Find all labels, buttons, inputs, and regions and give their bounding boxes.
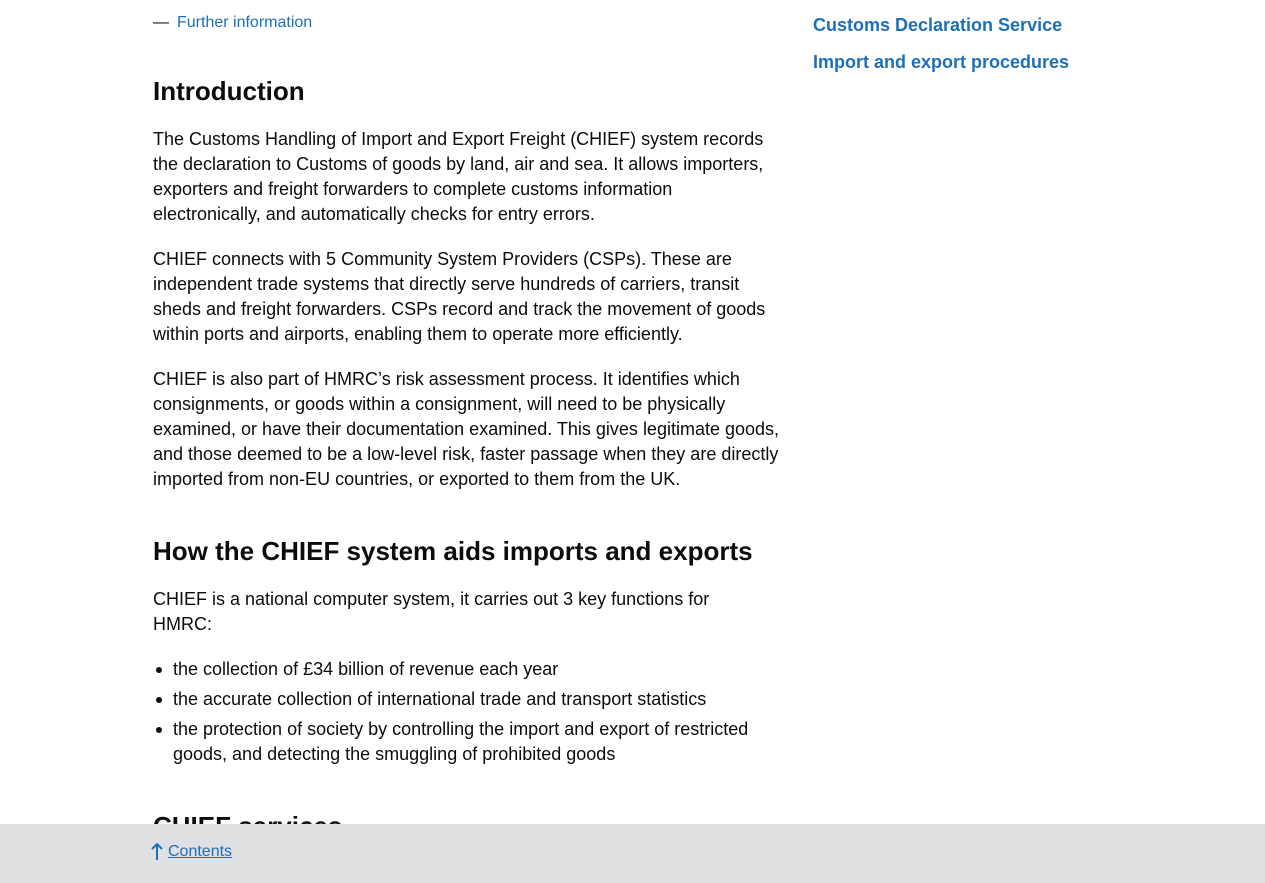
- list-item: the protection of society by controlling the import and export of restricted goods, and detecting the smuggling of prohibited goods: [153, 717, 783, 767]
- heading-introduction: Introduction: [153, 76, 305, 106]
- list-item: the collection of £34 billion of revenue each year: [153, 657, 783, 682]
- contents-label: Contents: [168, 843, 233, 860]
- intro-paragraph-2: CHIEF connects with 5 Community System Providers (CSPs). These are independent trade systems that directly serve hundreds of carriers, transit sheds and freight forwarders. CSPs record and track the movement of goods within ports and airports, enabling them to operate more efficiently.: [153, 249, 766, 344]
- heading-how-chief-aids: How the CHIEF system aids imports and exports: [153, 536, 753, 566]
- sidebar-link-import-export-procedures[interactable]: Import and export procedures: [813, 52, 1070, 72]
- functions-list: [153, 657, 783, 772]
- intro-paragraph-1: The Customs Handling of Import and Export Freight (CHIEF) system records the declaration to Customs of goods by land, air and sea. It allows importers, exporters and freight forwarders to complete customs information electronically, and automatically checks for entry errors.: [153, 129, 764, 224]
- contents-item: [153, 11, 312, 35]
- list-item: the accurate collection of international trade and transport statistics: [153, 687, 783, 712]
- intro-paragraph-3: CHIEF is also part of HMRC’s risk assessment process. It identifies which consignments, or goods within a consignment, will need to be physically examined, or have their documentation examined. This gives legitimate goods, and those deemed to be a low-level risk, faster passage when they are directly imported from non-EU countries, or exported to them from the UK.: [153, 369, 780, 489]
- contents-dash: —: [153, 14, 169, 31]
- sidebar-link-customs-declaration-service[interactable]: Customs Declaration Service: [813, 15, 1063, 35]
- related-links-sidebar: [813, 12, 1133, 86]
- contents-link-further-information[interactable]: Further information: [177, 14, 313, 31]
- arrow-up-icon: [150, 843, 164, 861]
- contents-list: [153, 0, 312, 35]
- back-to-contents-bar: [0, 824, 1265, 883]
- aids-paragraph: CHIEF is a national computer system, it carries out 3 key functions for HMRC:: [153, 589, 710, 634]
- back-to-contents-link[interactable]: [150, 841, 232, 863]
